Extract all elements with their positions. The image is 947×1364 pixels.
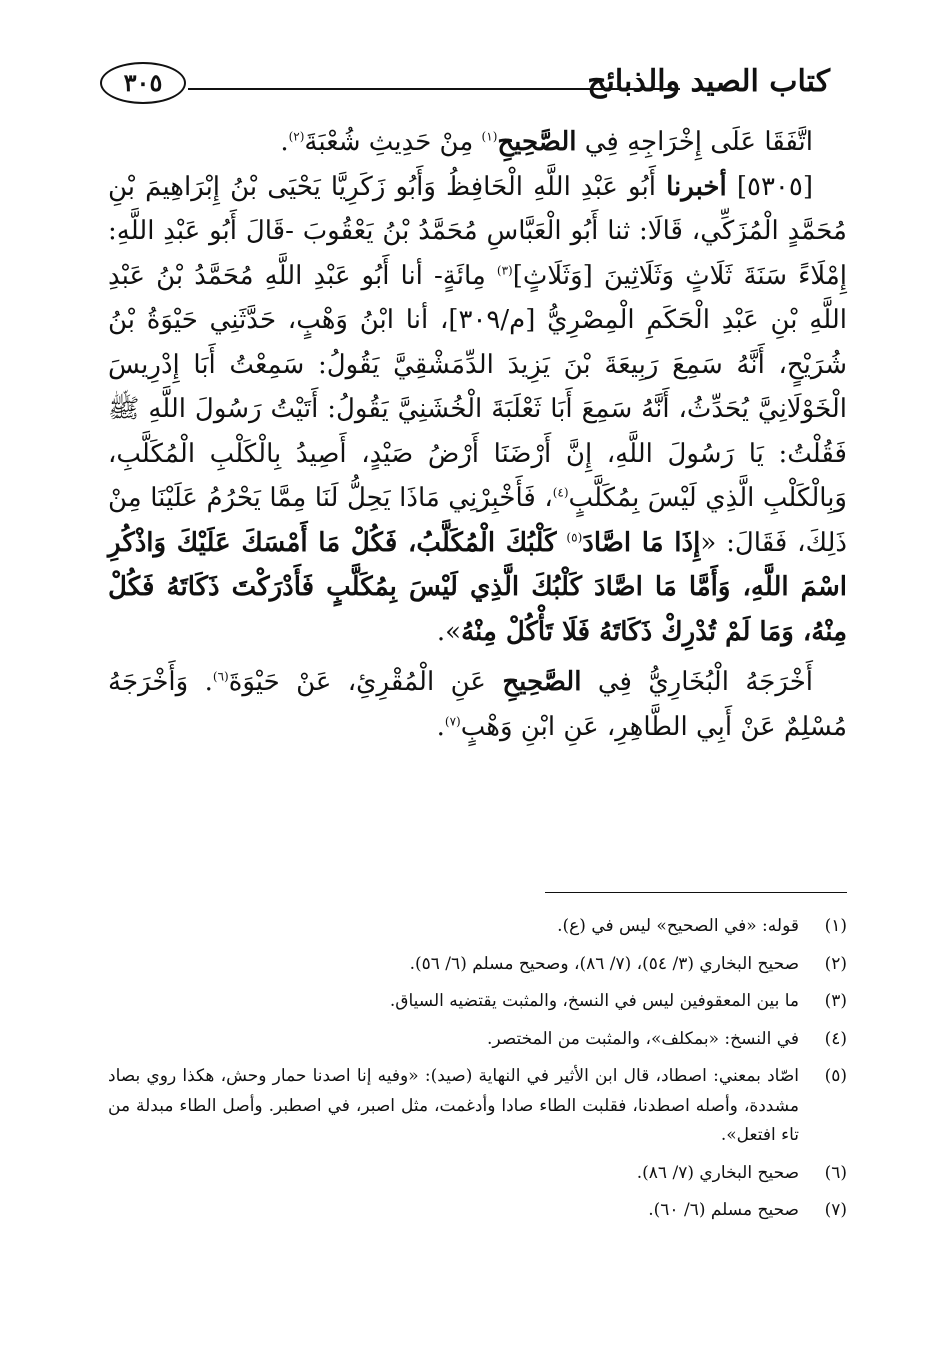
- footnote: (٦) صحيح البخاري (٧/ ٨٦).: [636, 1162, 847, 1183]
- footnote-ref-5: (٥): [566, 529, 583, 544]
- footnote: (٧) صحيح مسلم (٦/ ٦٠).: [648, 1200, 847, 1220]
- footnote: (٢) صحيح البخاري (٣/ ٥٤)، (٧/ ٨٦)، وصحيح مسلم (٦/ ٥٦).: [409, 953, 847, 974]
- sahih-title-2: الصَّحِيحِ: [502, 667, 582, 697]
- akhbarana-label: أخبرنا: [666, 171, 727, 202]
- footnote-ref-3: (٣): [496, 262, 513, 277]
- paragraph-3: أَخْرَجَهُ الْبُخَارِيُّ فِي الصَّحِيحِ عَنِ الْمُقْرِئِ، عَنْ حَيْوَةَ$^{(٦)}$. وَأَخْرَجَهُ مُسْلِمٌ عَنْ أَبِي الطَّاهِرِ، عَنِ ابْنِ وَهْبٍ$^{(٧)}$.: [108, 667, 847, 742]
- header-rule: [188, 88, 680, 90]
- paragraph-1: اتَّفَقَا عَلَى إِخْرَاجِهِ فِي الصَّحِيحِ$^{(١)}$ مِنْ حَدِيثِ شُعْبَةَ$^{(٢)}$.: [280, 127, 813, 157]
- footnote-ref-4: (٤): [552, 485, 569, 500]
- main-text: [108, 120, 847, 749]
- footnote: (٤) في النسخ: «بمكلف»، والمثبت من المختصر.: [487, 1028, 847, 1049]
- paragraph-2: [٥٣٠٥] أخبرنا أَبُو عَبْدِ اللَّهِ الْحَافِظُ وَأَبُو زَكَرِيَّا يَحْيَى بْنُ إِبْرَاهِيمَ بْنِ مُحَمَّدٍ الْمُزَكِّي، قَالَا: ثنا أَبُو الْعَبَّاسِ مُحَمَّدُ بْنُ يَعْقُوبَ -قَالَ أَبُو عَبْدِ اللَّهِ: إِمْلَاءً سَنَةَ ثَلَاثٍ وَثَلَاثِينَ [وَثَلَاثٍ]$^{(٣)}$ مِائَةٍ- أنا أَبُو عَبْدِ اللَّهِ مُحَمَّدُ بْنُ عَبْدِ اللَّهِ بْنِ عَبْدِ الْحَكَمِ الْمِصْرِيُّ [م/٣٠٩]، أنا ابْنُ وَهْبٍ، حَدَّثَنِي حَيْوَةُ بْنُ شُرَيْحٍ، أَنَّهُ سَمِعَ رَبِيعَةَ بْنَ يَزِيدَ الدِّمَشْقِيَّ يَقُولُ: سَمِعْتُ أَبَا إِدْرِيسَ الْخَوْلَانِيَّ يُحَدِّثُ، أَنَّهُ سَمِعَ أَبَا ثَعْلَبَةَ الْخُشَنِيَّ يَقُولُ: أَتَيْتُ رَسُولَ اللَّهِ ﷺ فَقُلْتُ: يَا رَسُولَ اللَّهِ، إِنَّ أَرْضَنَا أَرْضُ صَيْدٍ، أَصِيدُ بِالْكَلْبِ الْمُكَلَّبِ، وَبِالْكَلْبِ الَّذِي لَيْسَ بِمُكَلَّبٍ$^{(٤)}$، فَأَخْبِرْنِي مَاذَا يَحِلُّ لَنَا مِمَّا يَحْرُمُ عَلَيْنَا مِنْ ذَلِكَ، فَقَالَ: «إِذَا مَا اصَّادَ$^{(٥)}$ كَلْبُكَ الْمُكَلَّبُ، فَكُلْ مَا أَمْسَكَ عَلَيْكَ وَاذْكُرِ اسْمَ اللَّهِ، وَأَمَّا مَا اصَّادَ كَلْبُكَ الَّذِي لَيْسَ بِمُكَلَّبٍ فَأَدْرَكْتَ ذَكَاتَهُ فَكُلْ مِنْهُ، وَمَا لَمْ تُدْرِكْ ذَكَاتَهُ فَلَا تَأْكُلْ مِنْهُ».: [108, 171, 848, 647]
- page-number: ٣٠٥: [100, 62, 186, 104]
- hadith-number: [٥٣٠٥]: [736, 171, 814, 202]
- footnote: (١) قوله: «في الصحيح» ليس في (ع).: [557, 916, 847, 936]
- sahih-title: الصَّحِيحِ: [497, 127, 577, 157]
- hadith-text-cont: كَلْبُكَ الْمُكَلَّبُ، فَكُلْ مَا أَمْسَكَ عَلَيْكَ وَاذْكُرِ اسْمَ اللَّهِ، وَأَمَّا مَا اصَّادَ كَلْبُكَ الَّذِي لَيْسَ بِمُكَلَّبٍ فَأَدْرَكْتَ ذَكَاتَهُ فَكُلْ مِنْهُ، وَمَا لَمْ تُدْرِكْ ذَكَاتَهُ فَلَا تَأْكُلْ مِنْهُ: [108, 527, 847, 647]
- footnote: (٥) اصّاد بمعني: اصطاد، قال ابن الأثير في النهاية (صيد): «وفيه إنا اصدنا حمار وحش، هكذا روي بصاد مشددة، وأصله اصطدنا، فقلبت الطاء صادا وأدغمت، مثل اصبر، في اصطبر. وأصل الطاء مبدلة من تاء افتعل».: [108, 1066, 847, 1145]
- hadith-text: إِذَا مَا اصَّادَ: [582, 527, 701, 558]
- footnote-ref-6: (٦): [212, 669, 229, 684]
- footnote-ref-1: (١): [481, 129, 498, 144]
- footnote-ref-2: (٢): [288, 129, 305, 144]
- footnotes: [108, 912, 847, 1234]
- footnote: (٣) ما بين المعقوفين ليس في النسخ، والمثبت يقتضيه السياق.: [389, 991, 847, 1011]
- page-header: [100, 62, 830, 108]
- book-title: كتاب الصيد والذبائح: [587, 64, 830, 99]
- footnote-ref-7: (٧): [444, 713, 461, 728]
- footnote-separator: [545, 892, 847, 893]
